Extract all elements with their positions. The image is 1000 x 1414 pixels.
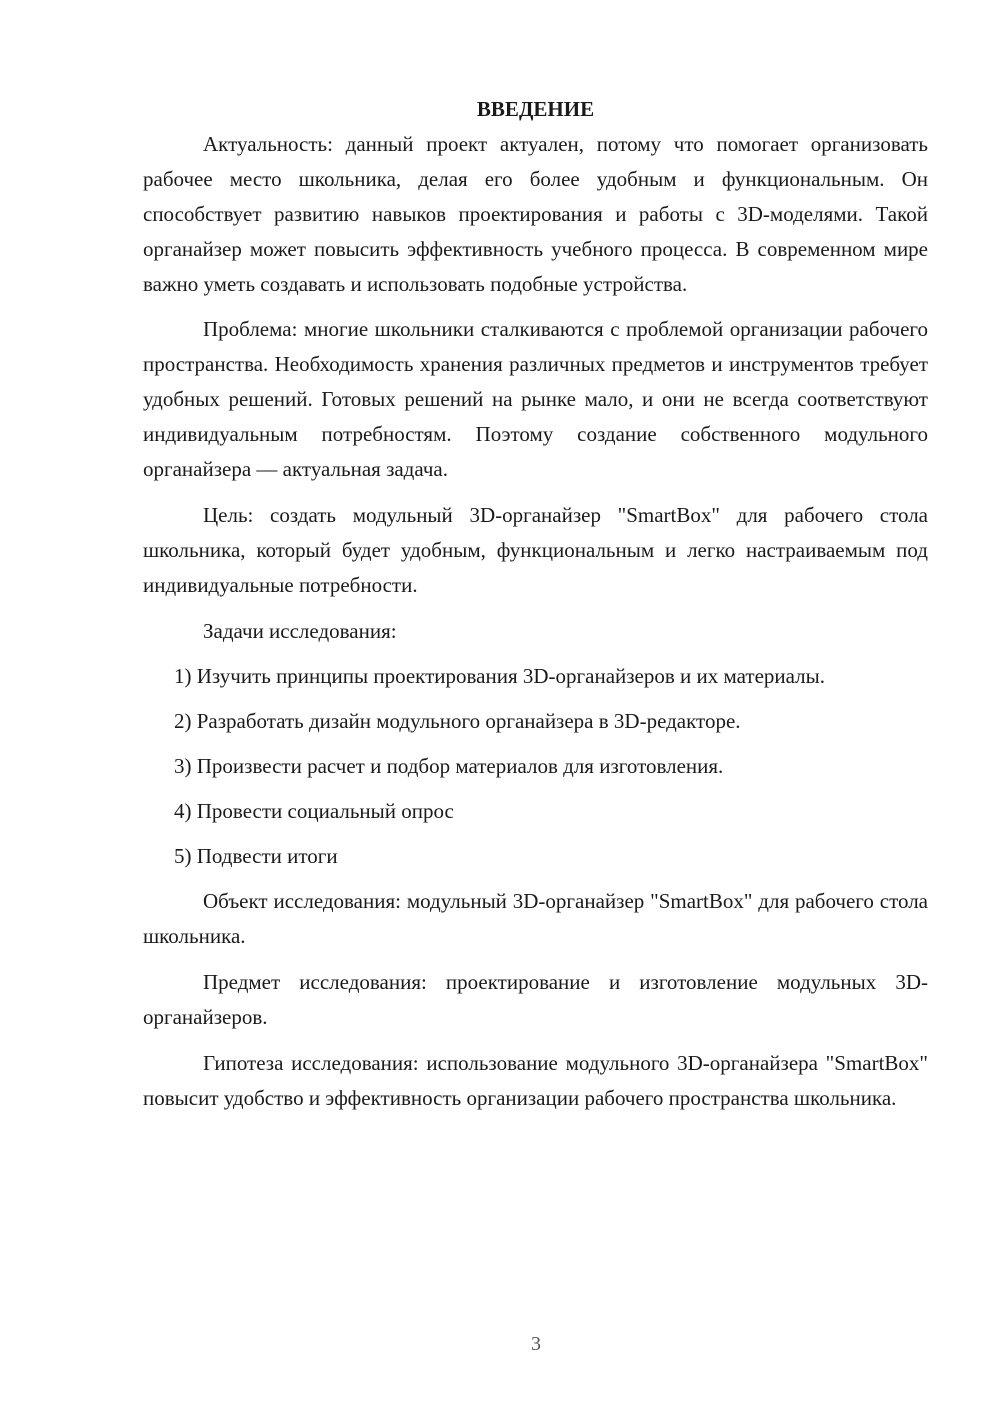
paragraph-object: Объект исследования: модульный 3D-органайзер "SmartBox" для рабочего стола школьника. (143, 889, 928, 948)
tasks-heading: Задачи исследования: (203, 619, 397, 643)
page-number: 3 (531, 1333, 541, 1355)
paragraph-subject: Предмет исследования: проектирование и изготовление модульных 3D-органайзеров. (143, 970, 928, 1029)
list-item: 4) Провести социальный опрос (174, 799, 454, 823)
paragraph-goal: Цель: создать модульный 3D-органайзер "SmartBox" для рабочего стола школьника, который будет удобным, функциональным и легко настраиваемым под индивидуальные потребности. (143, 503, 928, 597)
document-page (143, 92, 928, 1116)
paragraph-hypothesis: Гипотеза исследования: использование модульного 3D-органайзера "SmartBox" повысит удобство и эффективность организации рабочего пространства школьника. (143, 1051, 928, 1110)
list-item: 5) Подвести итоги (174, 844, 338, 868)
paragraph-problem: Проблема: многие школьники сталкиваются с проблемой организации рабочего пространства. Необходимость хранения различных предметов и инструментов требует удобных решений. Готовых решений на рынке мало, и они не всегда соответствуют индивидуальным потребностям. Поэтому создание собственного модульного органайзера — актуальная задача. (143, 317, 928, 481)
page-title: ВВЕДЕНИЕ (476, 97, 595, 121)
list-item: 2) Разработать дизайн модульного органайзера в 3D-редакторе. (174, 709, 741, 733)
list-item: 3) Произвести расчет и подбор материалов для изготовления. (174, 754, 724, 778)
tasks-list (143, 659, 928, 874)
list-item: 1) Изучить принципы проектирования 3D-органайзеров и их материалы. (174, 664, 826, 688)
paragraph-relevance: Актуальность: данный проект актуален, потому что помогает организовать рабочее место школьника, делая его более удобным и функциональным. Он способствует развитию навыков проектирования и работы с 3D-моделями. Такой органайзер может повысить эффективность учебного процесса. В современном мире важно уметь создавать и использовать подобные устройства. (143, 132, 928, 296)
